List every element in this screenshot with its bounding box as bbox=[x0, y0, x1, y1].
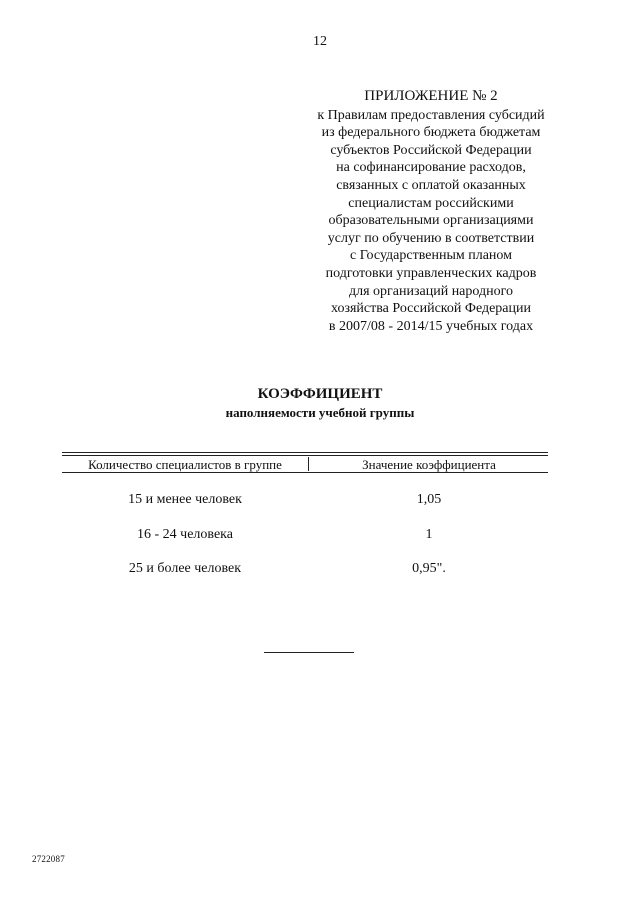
heading-title: КОЭФФИЦИЕНТ bbox=[257, 386, 383, 402]
annex-line: образовательными организациями bbox=[328, 213, 534, 229]
table-row bbox=[62, 561, 548, 581]
table-row bbox=[62, 492, 548, 512]
annex-line: хозяйства Российской Федерации bbox=[330, 301, 531, 317]
annex-line: подготовки управленческих кадров bbox=[325, 265, 537, 281]
table-header bbox=[62, 452, 548, 473]
annex-line: из федерального бюджета бюджетам bbox=[321, 125, 541, 141]
coefficient-table bbox=[62, 452, 548, 576]
document-code: 2722087 bbox=[32, 854, 65, 864]
annex-title: ПРИЛОЖЕНИЕ № 2 bbox=[364, 88, 498, 104]
table-row bbox=[62, 527, 548, 547]
annex-line: специалистам российскими bbox=[348, 195, 514, 211]
end-divider bbox=[264, 652, 354, 653]
annex-line: для организаций народного bbox=[348, 283, 514, 299]
annex-line: в 2007/08 - 2014/15 учебных годах bbox=[328, 318, 534, 334]
coefficient-cell: 0,95". bbox=[412, 561, 446, 576]
document-heading bbox=[0, 384, 640, 422]
annex-line: субъектов Российской Федерации bbox=[330, 142, 532, 158]
annex-line: с Государственным планом bbox=[349, 248, 512, 264]
page-number: 12 bbox=[313, 34, 327, 49]
group-size-cell: 25 и более человек bbox=[128, 561, 242, 576]
annex-line: на софинансирование расходов, bbox=[336, 160, 526, 176]
coefficient-cell: 1 bbox=[425, 527, 433, 542]
annex-line: услуг по обучению в соответствии bbox=[327, 230, 535, 246]
coefficient-cell: 1,05 bbox=[416, 492, 442, 507]
annex-line: к Правилам предоставления субсидий bbox=[317, 107, 545, 123]
annex-line: связанных с оплатой оказанных bbox=[336, 177, 526, 193]
annex-block bbox=[300, 88, 562, 335]
group-size-cell: 16 - 24 человека bbox=[137, 527, 233, 542]
heading-subtitle: наполняемости учебной группы bbox=[225, 405, 415, 420]
column-header-coefficient: Значение коэффициента bbox=[308, 457, 549, 471]
group-size-cell: 15 и менее человек bbox=[128, 492, 242, 507]
column-header-group-size: Количество специалистов в группе bbox=[88, 457, 282, 472]
